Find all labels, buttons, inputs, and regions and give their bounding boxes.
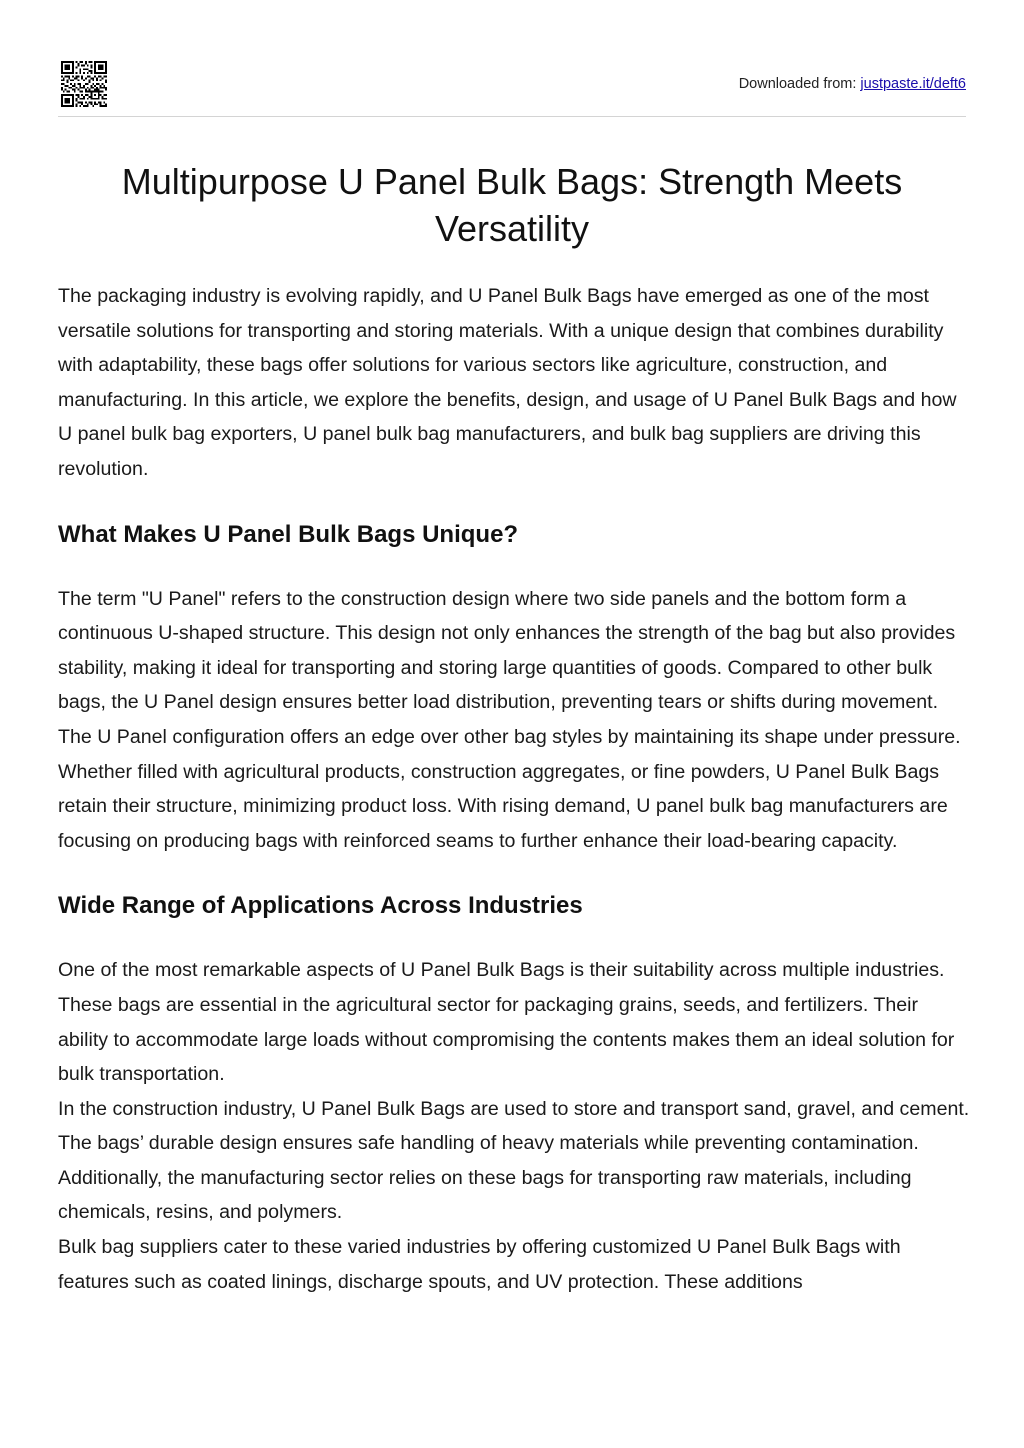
section-paragraph: In the construction industry, U Panel Bulk Bags are used to store and transport sand, gravel, and cement. The bags’ durable design ensures safe handling of heavy materials while preventing contamination. Additionally, the manufacturing sector relies on these bags for transporting raw materials, including chemicals, resins, and polymers. — [58, 1097, 970, 1224]
section-paragraph: The U Panel configuration offers an edge over other bag styles by maintaining its shape under pressure. Whether filled with agricultural products, construction aggregates, or fine powders, U Panel Bulk Bags retain their structure, minimizing product loss. With rising demand, U panel bulk bag manufacturers are focusing on producing bags with reinforced seams to further enhance their load-bearing capacity. — [58, 725, 961, 852]
section-heading-applications: Wide Range of Applications Across Industries — [58, 892, 583, 920]
section-paragraph: The term "U Panel" refers to the construction design where two side panels and the bottom form a continuous U-shaped structure. This design not only enhances the strength of the bag but also provides stability, making it ideal for transporting and storing large quantities of goods. Compared to other bulk bags, the U Panel design ensures better load distribution, preventing tears or shifts during movement. — [58, 587, 956, 714]
page-header — [58, 60, 966, 116]
section-paragraph: Bulk bag suppliers cater to these varied industries by offering customized U Panel Bulk Bags with features such as coated linings, discharge spouts, and UV protection. These additions — [58, 1236, 901, 1293]
article-body — [58, 279, 970, 1299]
article-title: Multipurpose U Panel Bulk Bags: Strength Meets Versatility — [121, 161, 903, 249]
source-link[interactable]: justpaste.it/deft6 — [860, 76, 966, 92]
intro-paragraph: The packaging industry is evolving rapidly, and U Panel Bulk Bags have emerged as one of the most versatile solutions for transporting and storing materials. With a unique design that combines durability with adaptability, these bags offer solutions for various sectors like agriculture, construction, and manufacturing. In this article, we explore the benefits, design, and usage of U Panel Bulk Bags and how U panel bulk bag exporters, U panel bulk bag manufacturers, and bulk bag suppliers are driving this revolution. — [58, 285, 957, 480]
qr-code-icon — [61, 61, 107, 107]
download-source — [739, 76, 966, 92]
section-paragraph: One of the most remarkable aspects of U Panel Bulk Bags is their suitability across multiple industries. These bags are essential in the agricultural sector for packaging grains, seeds, and fertilizers. Their ability to accommodate large loads without compromising the contents makes them an ideal solution for bulk transportation. — [58, 959, 955, 1086]
section-heading-unique: What Makes U Panel Bulk Bags Unique? — [58, 520, 519, 548]
downloaded-label: Downloaded from: — [738, 76, 861, 92]
header-divider — [58, 116, 966, 117]
